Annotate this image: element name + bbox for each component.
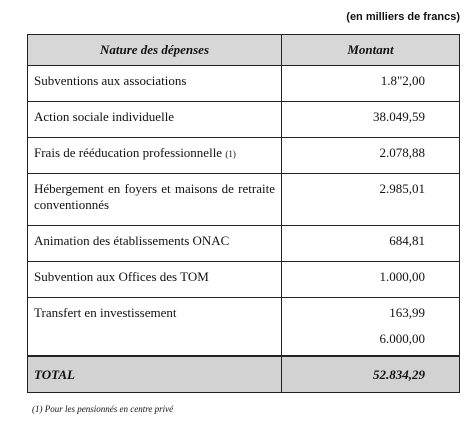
row-label-text: Hébergement en foyers et maisons de retraite conventionnés (34, 181, 275, 212)
row-label (28, 66, 282, 102)
table-row (28, 262, 460, 298)
expenses-table (27, 34, 460, 393)
table-row (28, 226, 460, 262)
row-amount: 1.8"2,00 (282, 66, 460, 102)
row-label (28, 138, 282, 174)
header-montant: Montant (282, 35, 460, 66)
row-label (28, 102, 282, 138)
row-amount-extra: 6.000,00 (282, 329, 460, 356)
row-amount: 1.000,00 (282, 262, 460, 298)
row-label (28, 298, 282, 330)
table-row (28, 66, 460, 102)
row-amount: 163,99 (282, 298, 460, 330)
row-amount: 2.985,01 (282, 174, 460, 226)
table-header-row (28, 35, 460, 66)
table-row (28, 174, 460, 226)
row-label-text: Transfert en investissement (34, 305, 177, 320)
row-amount: 2.078,88 (282, 138, 460, 174)
table-row (28, 298, 460, 330)
total-amount: 52.834,29 (282, 356, 460, 393)
row-label-text: Frais de rééducation professionnelle (34, 145, 223, 160)
row-label-text: Subventions aux associations (34, 73, 187, 88)
footnote: (1) Pour les pensionnés en centre privé (32, 404, 174, 414)
row-label-text: Subvention aux Offices des TOM (34, 269, 209, 284)
table-row (28, 329, 460, 356)
table-row (28, 138, 460, 174)
row-label (28, 174, 282, 226)
row-label (28, 262, 282, 298)
row-label (28, 226, 282, 262)
total-label: TOTAL (28, 356, 282, 393)
row-label-empty (28, 329, 282, 356)
row-label-text: Action sociale individuelle (34, 109, 175, 124)
footnote-marker: (1) (225, 149, 236, 159)
row-amount: 684,81 (282, 226, 460, 262)
header-nature: Nature des dépenses (28, 35, 282, 66)
table-row (28, 102, 460, 138)
row-label-text: Animation des établissements ONAC (34, 233, 230, 248)
row-amount: 38.049,59 (282, 102, 460, 138)
unit-caption: (en milliers de francs) (346, 11, 460, 23)
total-row (28, 356, 460, 393)
